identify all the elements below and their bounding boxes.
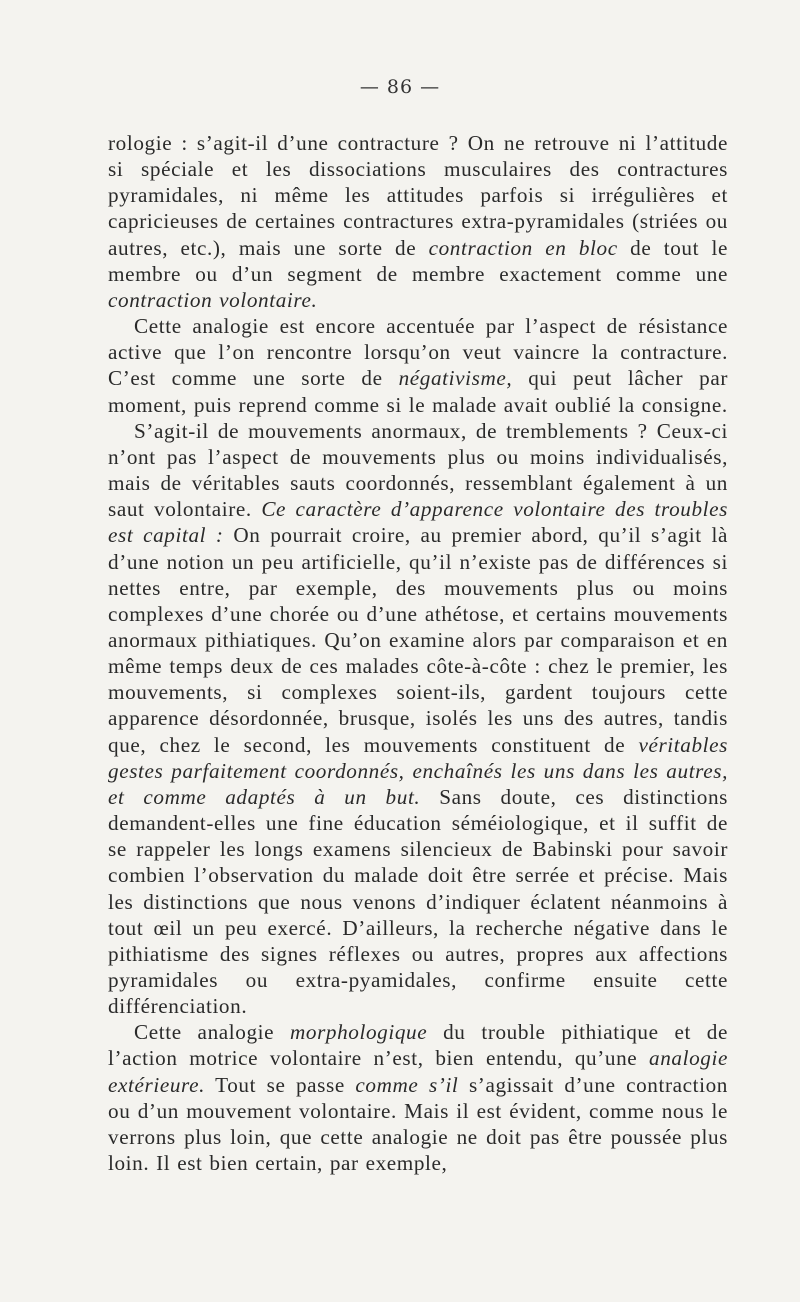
text-run: Tout se passe [205,1072,356,1097]
paragraph [108,313,728,418]
italic-text: contraction en bloc [428,235,618,260]
text-run: du trouble pithiatique et de l’action motrice volontaire n’est, bien entendu, qu’une [108,1020,728,1071]
text-run: S’agit-il de mouvements anormaux, de tremblements ? Ceux-ci n’ont pas l’aspect de mouvements plus ou moins individualisés, mais de véritables sauts coordonnés, ressemblant également à un saut volontaire. [108,418,728,522]
text-run: s’agissait d’une contraction ou d’un mouvement volontaire. Mais il est évident, comme nous le verrons plus loin, que cette analogie ne doit pas être poussée plus loin. Il est bien certain, par exemple, [108,1072,729,1176]
text-run: rologie : s’agit-il d’une contracture ? On ne retrouve ni l’attitude si spéciale et les dissociations musculaires des contractures pyramidales, ni même les attitudes parfois si irrégulières et capricieuses de certaines contractures extra-pyramidales (striées ou autres, etc.), mais une sorte de [108,131,728,260]
body-text [108,130,728,1176]
text-run: Cette analogie est encore accentuée par l’aspect de résistance active que l’on rencontre lorsqu’on veut vaincre la contracture. C’est comme une sorte de [108,314,728,391]
italic-text: Ce caractère d’apparence volontaire des troubles est capital : [108,497,728,548]
text-run: Sans doute, ces distinctions demandent-elles une fine éducation séméiologique, et il suffit de se rappeler les longs examens silencieux de Babinski pour savoir combien l’observation du malade doit être serrée et précise. Mais les distinctions que nous venons d’indiquer éclatent néanmoins à tout œil un peu exercé. D’ailleurs, la recherche négative dans le pithiatisme des signes réflexes ou autres, propres aux affections pyramidales ou extra-pyamidales, confirme ensuite cette différenciation. [108,784,728,1019]
italic-text: négativisme, [398,366,513,391]
italic-text: comme s’il [355,1072,459,1097]
text-run: qui peut lâcher par moment, puis reprend comme si le malade avait oublié la consigne. [108,366,728,417]
text-run: de tout le membre ou d’un segment de membre exactement comme une [108,235,728,286]
text-run: Cette analogie [134,1020,290,1045]
paragraph [108,1019,728,1176]
italic-text: véritables gestes parfaitement coordonnés, enchaînés les uns dans les autres, et comme adaptés à un but. [108,732,728,809]
italic-text: analogie extérieure. [108,1046,728,1097]
paragraph [108,418,728,1020]
paragraph [108,130,728,313]
page-number: — 86 — [359,76,441,98]
text-run: On pourrait croire, au premier abord, qu’il s’agit là d’une notion un peu artificielle, qu’il n’existe pas de différences si nettes entre, par exemple, des mouvements plus ou moins complexes d’une chorée ou d’une athétose, et certains mouvements anormaux pithiatiques. Qu’on examine alors par comparaison et en même temps deux de ces malades côte-à-côte : chez le premier, les mouvements, si complexes soient-ils, gardent toujours cette apparence désordonnée, brusque, isolés les uns des autres, tandis que, chez le second, les mouvements constituent de [108,523,728,757]
italic-text: morphologique [289,1020,428,1045]
italic-text: contraction volontaire. [108,287,318,312]
